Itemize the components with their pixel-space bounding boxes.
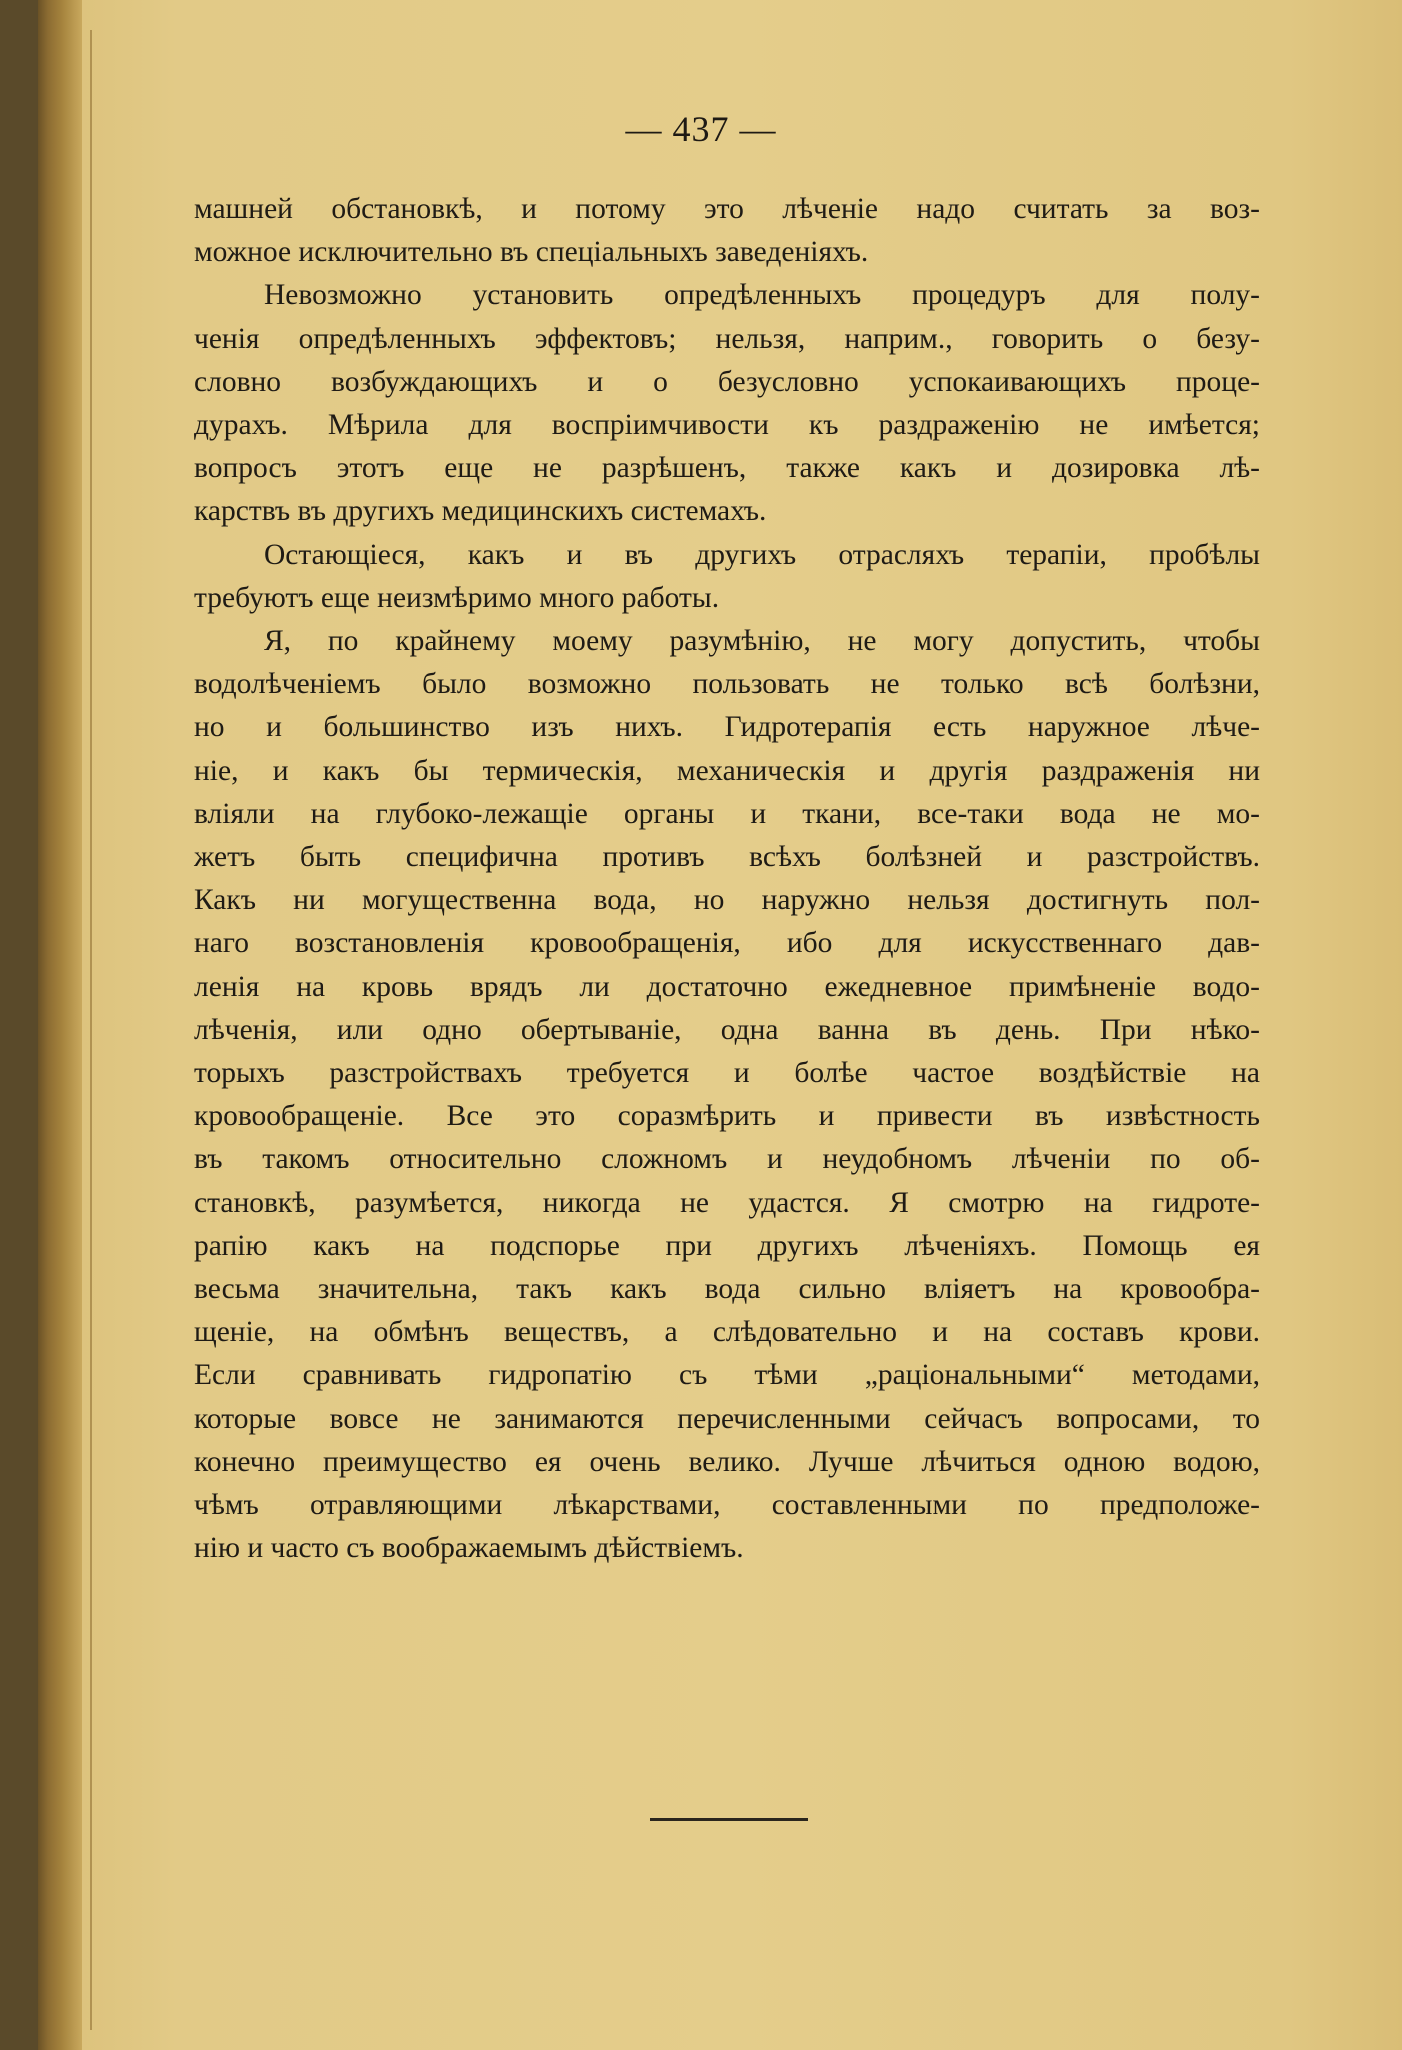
text-line: но и большинство изъ нихъ. Гидротерапія есть наружное лѣче-	[194, 711, 1260, 744]
text-line: Я, по крайнему моему разумѣнію, не могу допустить, чтобы	[264, 625, 1260, 658]
text-line: карствъ въ другихъ медицинскихъ системахъ.	[194, 495, 767, 528]
text-line: жетъ быть специфична противъ всѣхъ болѣзней и разстройствъ.	[194, 841, 1260, 874]
text-line: кровообращеніе. Все это соразмѣрить и привести въ извѣстность	[194, 1100, 1260, 1133]
text-line: рапію какъ на подспорье при другихъ лѣченіяхъ. Помощь ея	[194, 1229, 1260, 1262]
text-line: Невозможно установить опредѣленныхъ процедуръ для полу-	[264, 279, 1260, 312]
text-line: Остающіеся, какъ и въ другихъ отрасляхъ терапіи, пробѣлы	[264, 538, 1260, 571]
text-line: ніе, и какъ бы термическія, механическія и другія раздраженія ни	[194, 754, 1260, 787]
binding-edge	[90, 30, 92, 2030]
text-line: торыхъ разстройствахъ требуется и болѣе частое воздѣйствіе на	[194, 1057, 1260, 1090]
paragraph	[194, 534, 1260, 620]
text-line: въ такомъ относительно сложномъ и неудобномъ лѣченіи по об-	[194, 1143, 1260, 1176]
text-line: нію и часто съ воображаемымъ дѣйствіемъ.	[194, 1532, 744, 1565]
text-line: которые вовсе не занимаются перечисленными сейчасъ вопросами, то	[194, 1402, 1260, 1435]
text-line: Какъ ни могущественна вода, но наружно нельзя достигнуть пол-	[194, 884, 1260, 917]
text-line: весьма значительна, такъ какъ вода сильно вліяетъ на кровообра-	[194, 1273, 1260, 1306]
text-line: ленія на кровь врядъ ли достаточно ежедневное примѣненіе водо-	[194, 970, 1260, 1003]
page-body-text	[194, 188, 1260, 1571]
text-line: дурахъ. Мѣрила для воспріимчивости къ раздраженію не имѣется;	[194, 409, 1260, 442]
text-line: можное исключительно въ спеціальныхъ заведеніяхъ.	[194, 236, 869, 269]
page-spine-shadow	[38, 0, 82, 2050]
text-line: щеніе, на обмѣнъ веществъ, а слѣдовательно и на составъ крови.	[194, 1316, 1260, 1349]
end-rule-divider	[650, 1818, 808, 1821]
text-line: водолѣченіемъ было возможно пользовать не только всѣ болѣзни,	[194, 668, 1260, 701]
paragraph	[194, 620, 1260, 1570]
text-line: ченія опредѣленныхъ эффектовъ; нельзя, наприм., говорить о безу-	[194, 322, 1260, 355]
text-line: словно возбуждающихъ и о безусловно успокаивающихъ проце-	[194, 365, 1260, 398]
text-line: наго возстановленія кровообращенія, ибо для искусственнаго дав-	[194, 927, 1260, 960]
text-line: вліяли на глубоко-лежащіе органы и ткани, все-таки вода не мо-	[194, 797, 1260, 830]
page-number: — 437 —	[625, 109, 777, 149]
text-line: становкѣ, разумѣется, никогда не удастся. Я смотрю на гидроте-	[194, 1186, 1260, 1219]
text-line: конечно преимущество ея очень велико. Лучше лѣчиться одною водою,	[194, 1445, 1260, 1478]
text-line: лѣченія, или одно обертываніе, одна ванна въ день. При нѣко-	[194, 1013, 1260, 1046]
text-line: Если сравнивать гидропатію съ тѣми „раціональными“ методами,	[194, 1359, 1260, 1392]
text-line: требуютъ еще неизмѣримо много работы.	[194, 581, 720, 614]
paragraph	[194, 274, 1260, 533]
text-line: чѣмъ отравляющими лѣкарствами, составленными по предположе-	[194, 1489, 1260, 1522]
text-line: вопросъ этотъ еще не разрѣшенъ, также какъ и дозировка лѣ-	[194, 452, 1260, 485]
paragraph	[194, 188, 1260, 274]
text-line: машней обстановкѣ, и потому это лѣченіе надо считать за воз-	[194, 193, 1260, 225]
